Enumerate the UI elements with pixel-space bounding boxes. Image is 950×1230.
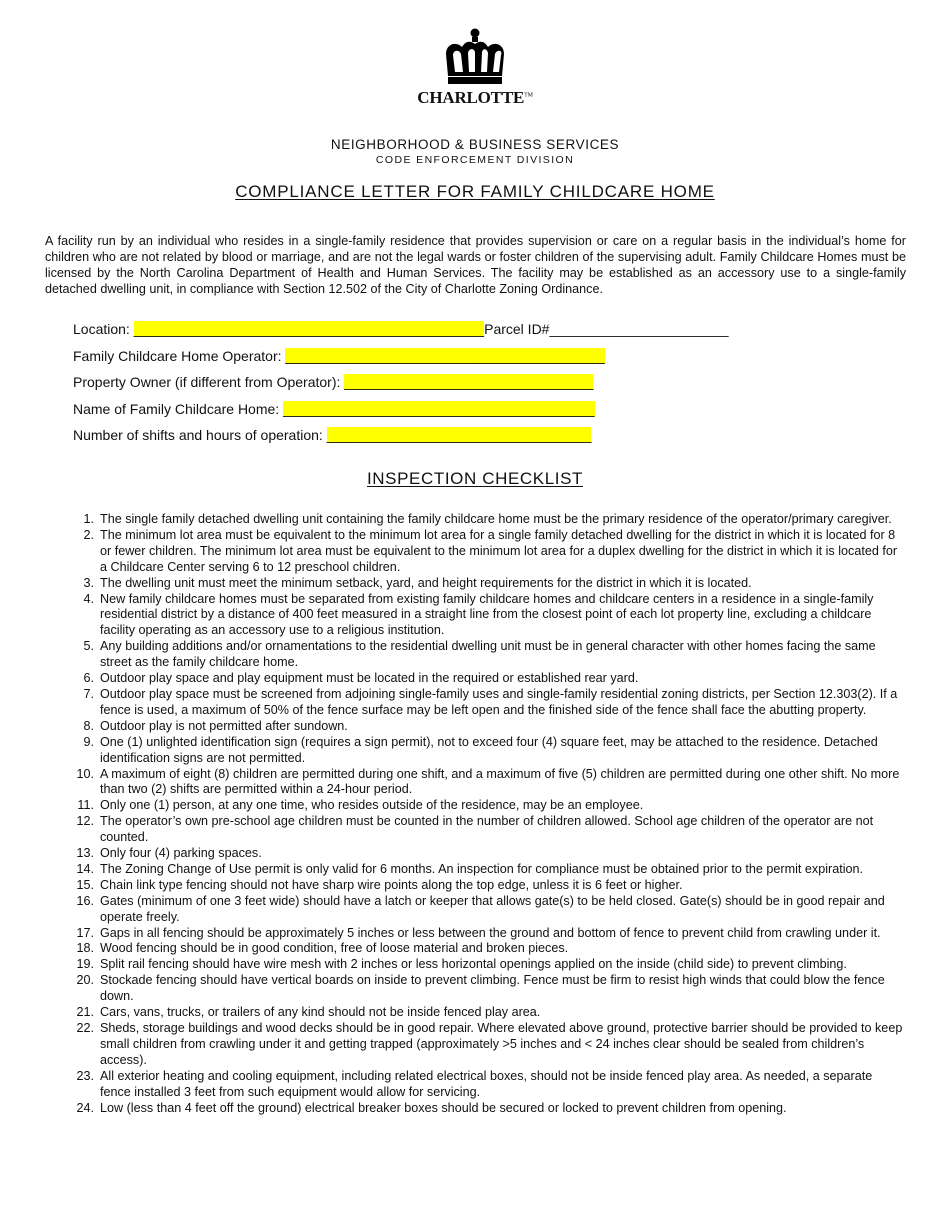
checklist-item xyxy=(68,957,906,973)
checklist-item xyxy=(68,735,906,767)
crown-icon xyxy=(442,28,508,84)
checklist-title: INSPECTION CHECKLIST xyxy=(366,469,584,488)
checklist-item-text: Outdoor play space must be screened from adjoining single-family uses and single-family residential zoning districts, per Section 12.303(2). If a fence is used, a maximum of 50% of the fence surface may be left open and the finished side of the fence shall face the abutting property. xyxy=(100,686,898,717)
checklist-item-text: The Zoning Change of Use permit is only valid for 6 months. An inspection for compliance must be obtained prior to the permit expiration. xyxy=(100,861,864,876)
checklist-item-number: 12 . xyxy=(68,814,94,830)
home-name-label: Name of Family Childcare Home: xyxy=(73,400,284,417)
checklist-item-text: The dwelling unit must meet the minimum setback, yard, and height requirements for the district in which it is located. xyxy=(100,575,752,590)
inspection-checklist xyxy=(68,512,906,1116)
checklist-item xyxy=(68,862,906,878)
checklist-item xyxy=(68,671,906,687)
checklist-item-text: Sheds, storage buildings and wood decks should be in good repair. Where elevated above ground, protective barrier should be provided to keep small children from crawling under it and getting trapped (approximately >5 inches and < 24 inches clear should be sealed from children’s access). xyxy=(100,1021,903,1067)
checklist-item-text: Gaps in all fencing should be approximately 5 inches or less between the ground and bottom of fence to prevent child from crawling under it. xyxy=(100,925,881,940)
checklist-item-number: 7 . xyxy=(68,687,94,703)
location-field[interactable]: _____________________________________________ xyxy=(133,321,485,337)
checklist-item xyxy=(68,878,906,894)
checklist-item-number: 10 . xyxy=(68,767,94,783)
shifts-label: Number of shifts and hours of operation: xyxy=(73,427,327,443)
home-name-field[interactable]: ________________________________________ xyxy=(283,400,595,417)
checklist-item xyxy=(68,687,906,719)
checklist-item-text: Split rail fencing should have wire mesh with 2 inches or less horizontal openings applied on the inside (child side) to prevent climbing. xyxy=(100,957,847,972)
owner-label: Property Owner (if different from Operator): xyxy=(73,374,345,390)
location-row xyxy=(73,319,873,346)
checklist-item xyxy=(68,1069,906,1101)
logo-wordmark: CHARLOTTE xyxy=(417,88,525,107)
form-fields xyxy=(73,319,873,452)
checklist-item-text: Any building additions and/or ornamentations to the residential dwelling unit must be in general character with other homes facing the same street as the family childcare home. xyxy=(100,639,876,670)
checklist-item-number: 6 . xyxy=(68,671,94,687)
shifts-field[interactable]: __________________________________ xyxy=(326,427,592,443)
checklist-heading xyxy=(0,469,950,489)
checklist-item-text: Gates (minimum of one 3 feet wide) should have a latch or keeper that allows gate(s) to be held closed. Gate(s) should be in good repair and operate freely. xyxy=(100,893,885,924)
location-label: Location: xyxy=(73,321,134,337)
operator-field[interactable]: _________________________________________ xyxy=(285,347,605,364)
checklist-item xyxy=(68,512,906,528)
checklist-item xyxy=(68,592,906,640)
shifts-row xyxy=(73,425,873,452)
checklist-item xyxy=(68,926,906,942)
checklist-item-number: 14 . xyxy=(68,862,94,878)
checklist-item-text: One (1) unlighted identification sign (requires a sign permit), not to exceed four (4) square feet, may be attached to the residence. Detached identification signs are not permitted. xyxy=(100,734,878,765)
checklist-item-number: 21 . xyxy=(68,1005,94,1021)
checklist-item-text: Wood fencing should be in good condition, free of loose material and broken pieces. xyxy=(100,941,569,956)
checklist-item xyxy=(68,767,906,799)
page-title-text: COMPLIANCE LETTER FOR FAMILY CHILDCARE HOME xyxy=(235,182,715,201)
checklist-item-text: Low (less than 4 feet off the ground) electrical breaker boxes should be secured or locked to prevent children from opening. xyxy=(100,1100,787,1115)
checklist-item-number: 18 . xyxy=(68,941,94,957)
home-name-row xyxy=(73,399,873,426)
checklist-item-text: Cars, vans, trucks, or trailers of any kind should not be inside fenced play area. xyxy=(100,1005,541,1020)
checklist-item-text: New family childcare homes must be separated from existing family childcare homes and childcare centers in a residence in a single-family residential district by a distance of 400 feet measured in a straight line from the closest point of each lot property line, excluding a childcare facility operating as an accessory use to a religious institution. xyxy=(100,591,874,638)
checklist-item-text: All exterior heating and cooling equipment, including related electrical boxes, should not be inside fenced play area. As needed, a separate fence installed 3 feet from such equipment would allow for servicing. xyxy=(100,1068,873,1099)
operator-label: Family Childcare Home Operator: xyxy=(73,347,286,364)
checklist-item-number: 24 . xyxy=(68,1101,94,1117)
division-name: CODE ENFORCEMENT DIVISION xyxy=(375,154,575,166)
checklist-item xyxy=(68,894,906,926)
checklist-item-number: 16 . xyxy=(68,894,94,910)
checklist-item xyxy=(68,941,906,957)
checklist-item-number: 15 . xyxy=(68,878,94,894)
owner-field[interactable]: ________________________________ xyxy=(344,374,594,390)
checklist-item-text: Only four (4) parking spaces. xyxy=(100,846,262,861)
checklist-item xyxy=(68,973,906,1005)
checklist-item-number: 19 . xyxy=(68,957,94,973)
checklist-item-text: The single family detached dwelling unit containing the family childcare home must be the primary residence of the operator/primary caregiver. xyxy=(100,512,892,526)
checklist-item-number: 8 . xyxy=(68,719,94,735)
trademark: TM xyxy=(524,92,533,99)
checklist-item-number: 22 . xyxy=(68,1021,94,1037)
checklist-item xyxy=(68,798,906,814)
checklist-item-number: 5 . xyxy=(68,639,94,655)
checklist-item-text: Stockade fencing should have vertical boards on inside to prevent climbing. Fence must be firm to resist high winds that could blow the fence down. xyxy=(100,973,885,1004)
parcel-field[interactable]: _______________________ xyxy=(549,321,729,337)
checklist-item-number: 13 . xyxy=(68,846,94,862)
checklist-item-number: 3 . xyxy=(68,576,94,592)
checklist-item-number: 20 . xyxy=(68,973,94,989)
charlotte-logo xyxy=(412,28,538,108)
checklist-item-text: The minimum lot area must be equivalent to the minimum lot area for a single family detached dwelling for the district in which it is located for 8 or fewer children. The minimum lot area must be equivalent to the minimum lot area for a duplex dwelling for the district in which it is located for a Childcare Center serving 6 to 12 preschool children. xyxy=(100,527,898,574)
owner-row xyxy=(73,372,873,399)
checklist-item xyxy=(68,639,906,671)
checklist-item-number: 17 . xyxy=(68,926,94,942)
checklist-item-number: 4 . xyxy=(68,592,94,608)
checklist-item-number: 23 . xyxy=(68,1069,94,1085)
checklist-item xyxy=(68,846,906,862)
department-name: NEIGHBORHOOD & BUSINESS SERVICES xyxy=(330,137,620,152)
page-title xyxy=(0,182,950,202)
checklist-item-number: 2 . xyxy=(68,528,94,544)
checklist-item xyxy=(68,1101,906,1117)
checklist-item-number: 11 . xyxy=(68,798,94,814)
checklist-item xyxy=(68,576,906,592)
checklist-item-text: A maximum of eight (8) children are permitted during one shift, and a maximum of five (5) children are permitted during one other shift. No more than two (2) shifts are permitted within a 24-hour period. xyxy=(100,766,900,797)
intro-paragraph: A facility run by an individual who resides in a single-family residence that provides supervision or care on a regular basis in the individual’s home for children who are not related by blood or marriage, and are not the legal wards or foster children of the supervising adult. Family Childcare Homes must be licensed by the North Carolina Department of Health and Human Services. The facility may be established as an accessory use to a single-family detached dwelling unit, in compliance with Section 12.502 of the City of Charlotte Zoning Ordinance. xyxy=(45,234,906,296)
checklist-item-text: Outdoor play is not permitted after sundown. xyxy=(100,718,348,733)
checklist-item xyxy=(68,1021,906,1069)
checklist-item xyxy=(68,814,906,846)
checklist-item xyxy=(68,1005,906,1021)
checklist-item xyxy=(68,528,906,576)
checklist-item-text: Only one (1) person, at any one time, who resides outside of the residence, may be an employee. xyxy=(100,798,644,813)
checklist-item-text: Chain link type fencing should not have sharp wire points along the top edge, unless it is 6 feet or higher. xyxy=(100,877,683,892)
checklist-item-number: 9 . xyxy=(68,735,94,751)
checklist-item-text: The operator’s own pre-school age children must be counted in the number of children allowed. School age children of the operator are not counted. xyxy=(100,814,874,845)
checklist-item-text: Outdoor play space and play equipment must be located in the required or established rear yard. xyxy=(100,671,639,686)
operator-row xyxy=(73,346,873,373)
checklist-item-number: 1 . xyxy=(68,512,94,528)
checklist-item xyxy=(68,719,906,735)
parcel-label: Parcel ID# xyxy=(484,321,550,337)
